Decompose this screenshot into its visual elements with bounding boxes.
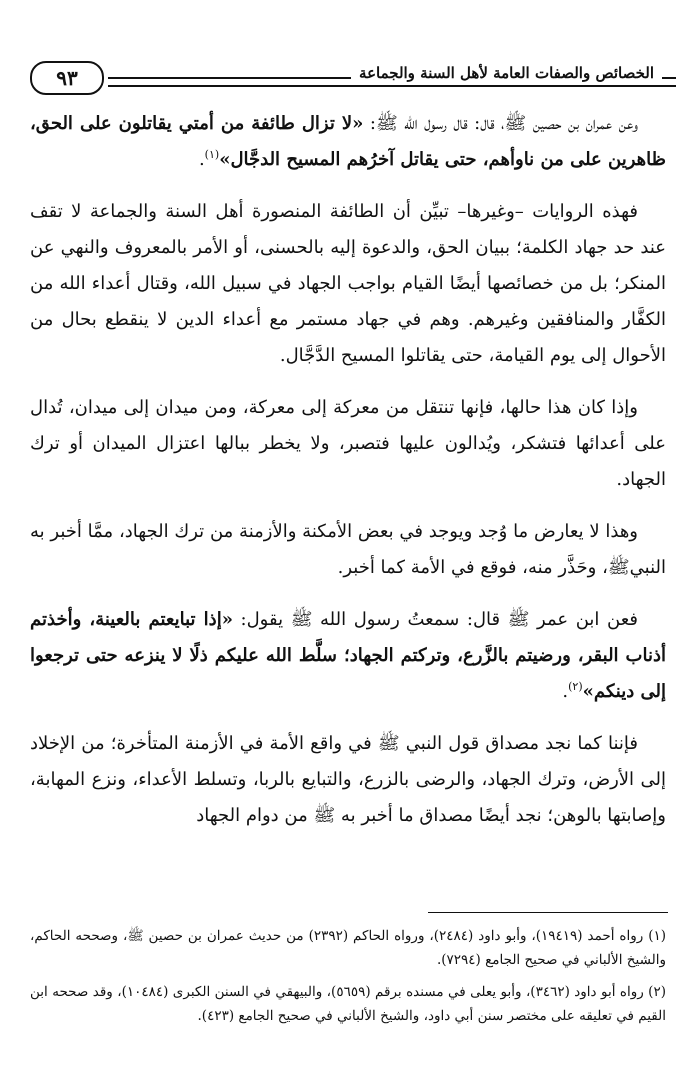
paragraph: فهذه الروايات –وغيرها– تبيِّن أن الطائفة المنصورة أهل السنة والجماعة لا تقف عند حد جهاد الكلمة؛ ببيان الحق، والدعوة إليه بالحسنى، أو الأمر بالمعروف والنهي عن المنكر؛ بل من خصائصها أيضًا القيام بواجب الجهاد في سبيل الله، وقتال أعداء الله من الكفَّار والمنافقين وغيرهم. وهم في جهاد مستمر مع أعداء الدين لا ينقطع بحال من الأحوال إلى يوم القيامة، حتى يقاتلوا المسيح الدَّجَّال. (30, 201, 666, 366)
page-number-badge: ٩٣ (30, 61, 104, 95)
paragraph (30, 106, 666, 178)
paragraph-tail: . (198, 149, 205, 170)
footnote: (٢) رواه أبو داود (٣٤٦٢)، وأبو يعلى في مسنده برقم (٥٦٥٩)، والبيهقي في السنن الكبرى (١٠٤٨٤)، وقد صححه ابن القيم في تعليقه على مختصر سنن أبي داود، والشيخ الألباني في صحيح الجامع (٤٢٣). (30, 984, 666, 1024)
paragraph: وإذا كان هذا حالها، فإنها تنتقل من معركة إلى معركة، ومن ميدان إلى ميدان، تُدال على أعدائها فتشكر، ويُدالون عليها فتصبر، ولا يخطر ببالها اعتزال الميدان أو ترك الجهاد. (30, 397, 666, 490)
paragraph: فإننا كما نجد مصداق قول النبي ﷺ في واقع الأمة في الأزمنة المتأخرة؛ من الإخلاد إلى الأرض، وترك الجهاد، والرضى بالزرع، والتبايع بالربا، وتسلط الأعداء، ونزع المهابة، وإصابتها بالوهن؛ نجد أيضًا مصداق ما أخبر به ﷺ من دوام الجهاد (30, 733, 666, 826)
hadith-quote: «لا تزال طائفة من أمتي يقاتلون على الحق، ظاهرين على من ناوأهم، حتى يقاتل آخرُهم المسيح الدجَّال» (30, 113, 666, 170)
footnote: (١) رواه أحمد (١٩٤١٩)، وأبو داود (٢٤٨٤)، ورواه الحاكم (٢٣٩٢) من حديث عمران بن حصين ﷺ، وصححه الحاكم، والشيخ الألباني في صحيح الجامع (٧٢٩٤). (30, 928, 667, 968)
main-text (30, 106, 666, 850)
footnote-divider (428, 912, 668, 913)
footnote-ref: (١) (204, 148, 220, 161)
paragraph-tail: . (562, 681, 569, 702)
hadith-quote: «إذا تبايعتم بالعينة، وأخذتم أذناب البقر، ورضيتم بالزَّرع، وتركتم الجهاد؛ سلَّط الله عليكم ذلًا لا ينزعه حتى ترجعوا إلى دينكم» (30, 609, 666, 702)
running-title: الخصائص والصفات العامة لأهل السنة والجماعة (351, 64, 662, 82)
footnotes (30, 924, 666, 1036)
page-header (28, 58, 676, 98)
paragraph-text: فعن ابن عمر ﷺ قال: سمعتُ رسول الله ﷺ يقول: (232, 609, 638, 630)
paragraph: وهذا لا يعارض ما وُجد ويوجد في بعض الأمكنة والأزمنة من ترك الجهاد، ممَّا أخبر به النبيﷺ، وحَذَّر منه، فوقع في الأمة كما أخبر. (30, 521, 666, 578)
paragraph-text: وعن عمران بن حصين ﷺ، قال: قال رسول الله ﷺ: (363, 113, 638, 134)
paragraph (30, 602, 666, 710)
footnote-ref: (٢) (568, 680, 583, 693)
